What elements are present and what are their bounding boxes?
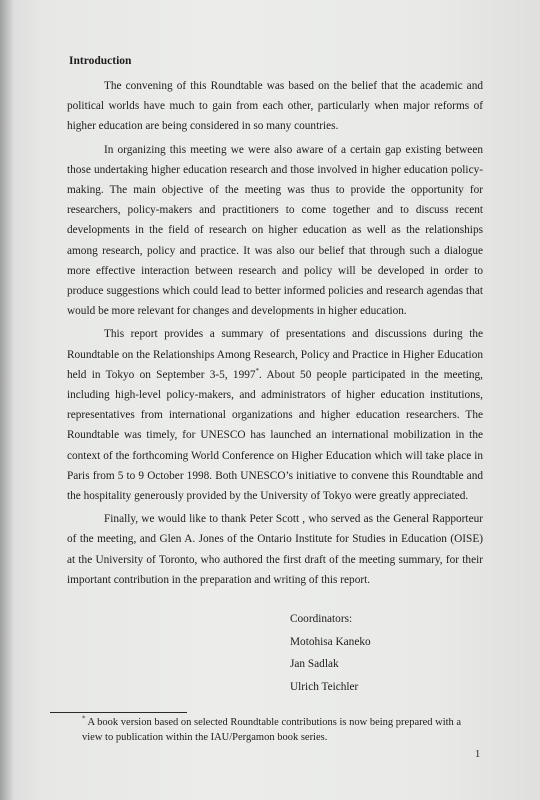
- coordinator-name: Motohisa Kaneko: [290, 635, 371, 648]
- paragraph-3-text-before: This report provides a summary of presentations and discussions during the Roundtable on the Relationships Among Research, Policy and Practice in Higher Education held in Tokyo on September 3-5, 1997: [67, 328, 483, 381]
- footnote-reference: *: [255, 367, 260, 376]
- paragraph-2: In organizing this meeting we were also aware of a certain gap existing between those undertaking higher education research and those involved in higher education policy-making. The main objective of the meeting was thus to provide the opportunity for researchers, policy-makers and practitioners to come together and to discuss recent developments in the field of research on higher education as well as the relationships among research, policy and practice. It was also our belief that through such a dialogue more effective interaction between research and policy will be developed in order to produce suggestions which could lead to better informed policies and research agendas that would be more relevant for changes and developments in higher education.: [67, 143, 483, 318]
- footnote-mark: *: [82, 714, 86, 723]
- coordinator-name: Jan Sadlak: [290, 658, 339, 670]
- paragraph-3: [67, 324, 483, 506]
- paragraph-1: The convening of this Roundtable was based on the belief that the academic and political worlds have much to gain from each other, particularly when major reforms of higher education are being considered in so many countries.: [67, 80, 483, 133]
- section-heading: Introduction: [69, 55, 132, 67]
- paragraph-4: Finally, we would like to thank Peter Scott , who served as the General Rapporteur of the meeting, and Glen A. Jones of the Ontario Institute for Studies in Education (OISE) at the University of Toronto, who authored the first draft of the meeting summary, for their important contribution in the preparation and writing of this report.: [67, 513, 483, 586]
- coordinators-block: [290, 608, 371, 698]
- page-number: 1: [475, 749, 481, 760]
- footnote: [82, 716, 482, 745]
- coordinator-name: Ulrich Teichler: [290, 680, 359, 693]
- paragraph-3-text-after: . About 50 people participated in the meeting, including high-level policy-makers, and administrators of higher education institutions, representatives from international organizations and higher education researchers. The Roundtable was timely, for UNESCO has launched an international mobilization in the context of the forthcoming World Conference on Higher Education which will take place in Paris from 5 to 9 October 1998. Both UNESCO’s initiative to convene this Roundtable and the hospitality generously provided by the University of Tokyo were greatly appreciated.: [67, 368, 483, 503]
- footnote-divider: [50, 712, 187, 713]
- footnote-text: A book version based on selected Roundtable contributions is now being prepared with a view to publication within the IAU/Pergamon book series.: [82, 717, 462, 743]
- body-text: [67, 76, 483, 593]
- coordinators-label: Coordinators:: [290, 613, 353, 625]
